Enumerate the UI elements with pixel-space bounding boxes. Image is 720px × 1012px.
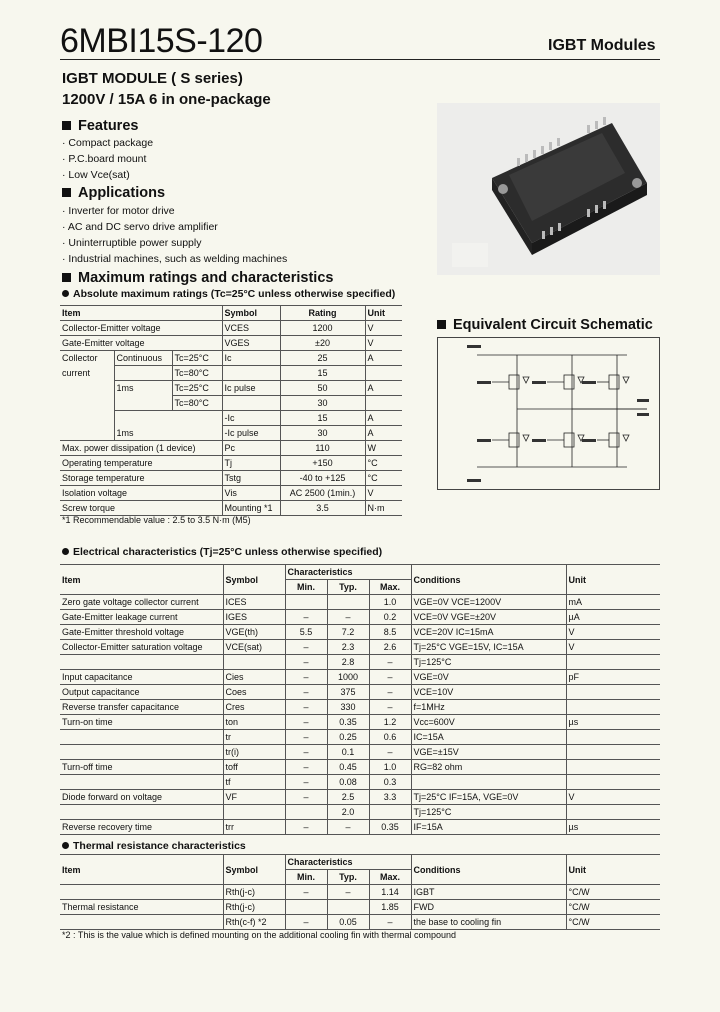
circuit-heading: [437, 317, 653, 333]
cell-min: [285, 900, 327, 915]
cell-item: [60, 915, 223, 930]
col-header-symbol: Symbol: [223, 855, 285, 885]
table-row: [60, 501, 402, 516]
table-row: [60, 700, 660, 715]
cell-max: 3.3: [369, 790, 411, 805]
cell-unit: °C: [365, 456, 402, 471]
round-bullet-icon: [62, 548, 69, 555]
col-header-max: Max.: [369, 580, 411, 595]
cell-min: –: [285, 715, 327, 730]
cell-unit: V: [566, 625, 660, 640]
cell-unit: V: [566, 640, 660, 655]
cell-symbol: [223, 805, 285, 820]
cell-min: –: [285, 670, 327, 685]
cell-item: Storage temperature: [62, 473, 145, 483]
col-header-conditions: Conditions: [411, 855, 566, 885]
round-bullet-icon: [62, 842, 69, 849]
col-header-max: Max.: [369, 870, 411, 885]
cell-rating: 30: [280, 396, 365, 411]
cell-symbol: Ic pulse: [222, 381, 280, 396]
cell-rating: 50: [280, 381, 365, 396]
square-bullet-icon: [62, 188, 71, 197]
cell-rating: AC 2500 (1min.): [280, 486, 365, 501]
cell-unit: °C: [365, 471, 402, 486]
product-subtitle: IGBT MODULE ( S series): [62, 70, 243, 87]
cell-subitem: [114, 366, 172, 381]
cell-unit: °C/W: [566, 900, 660, 915]
cell-symbol: ICES: [223, 595, 285, 610]
table-row: [60, 610, 660, 625]
cell-item: Collector: [62, 353, 98, 364]
cell-max: 0.6: [369, 730, 411, 745]
cell-typ: 0.25: [327, 730, 369, 745]
cell-item: [60, 396, 114, 411]
cell-symbol: VGES: [222, 336, 280, 351]
igbt-module-image: [437, 103, 660, 275]
application-item: · Industrial machines, such as welding machines: [62, 253, 288, 265]
table-row: [60, 915, 660, 930]
cell-item: [60, 730, 223, 745]
cell-item: [60, 381, 114, 396]
table-row: [60, 381, 402, 396]
cell-max: 1.2: [369, 715, 411, 730]
cell-unit: V: [365, 336, 402, 351]
cell-rating: 30: [280, 426, 365, 441]
cell-typ: [327, 900, 369, 915]
cell-max: –: [369, 700, 411, 715]
cell-unit: °C/W: [566, 915, 660, 930]
cell-min: –: [285, 745, 327, 760]
cell-typ: [327, 595, 369, 610]
cell-item: Turn-off time: [62, 762, 113, 772]
cell-max: 8.5: [369, 625, 411, 640]
cell-min: –: [285, 700, 327, 715]
cell-symbol: VCE(sat): [223, 640, 285, 655]
max-ratings-title: Maximum ratings and characteristics: [78, 270, 334, 286]
cell-symbol: Tj: [222, 456, 280, 471]
feature-item: · Compact package: [62, 137, 154, 149]
cell-symbol: ton: [223, 715, 285, 730]
cell-item: Turn-on time: [62, 717, 113, 727]
cell-item: Output capacitance: [62, 687, 140, 697]
product-category: IGBT Modules: [548, 37, 656, 54]
cell-symbol: Vis: [222, 486, 280, 501]
cell-item: Collector-Emitter saturation voltage: [62, 642, 203, 652]
cell-symbol: tr(i): [223, 745, 285, 760]
cell-max: [369, 805, 411, 820]
cell-typ: 375: [327, 685, 369, 700]
cell-item: current: [62, 368, 91, 378]
cell-symbol: Pc: [222, 441, 280, 456]
cell-unit: [566, 685, 660, 700]
cell-typ: –: [327, 820, 369, 835]
cell-condition: VGE=0V: [411, 670, 566, 685]
cell-rating: ±20: [280, 336, 365, 351]
cell-typ: 1000: [327, 670, 369, 685]
cell-item: [60, 885, 223, 900]
cell-condition: RG=82 ohm: [411, 760, 566, 775]
cell-max: –: [369, 915, 411, 930]
col-header-conditions: Conditions: [411, 565, 566, 595]
cell-symbol: IGES: [223, 610, 285, 625]
application-item: · AC and DC servo drive amplifier: [62, 221, 218, 233]
cell-symbol: -Ic pulse: [222, 426, 280, 441]
table-row: [60, 655, 660, 670]
cell-symbol: [223, 655, 285, 670]
electrical-title: Electrical characteristics (Tj=25°C unless otherwise specified): [73, 546, 383, 558]
abs-max-subheading: [62, 288, 395, 300]
part-number: 6MBI15S-120: [60, 22, 263, 60]
cell-rating: 3.5: [280, 501, 365, 516]
cell-max: 0.2: [369, 610, 411, 625]
cell-item: [60, 745, 223, 760]
cell-typ: –: [327, 885, 369, 900]
footnote-1: *1 Recommendable value : 2.5 to 3.5 N·m (M5): [62, 515, 251, 525]
col-header-characteristics: Characteristics: [285, 855, 411, 870]
table-row: [60, 745, 660, 760]
cell-condition: Tj=125°C: [411, 655, 566, 670]
cell-item: Gate-Emitter voltage: [62, 338, 145, 348]
cell-unit: µA: [566, 610, 660, 625]
cell-min: –: [285, 730, 327, 745]
table-row: [60, 321, 402, 336]
cell-min: –: [285, 640, 327, 655]
table-row: [60, 820, 660, 835]
table-row: [60, 760, 660, 775]
cell-unit: °C/W: [566, 885, 660, 900]
cell-subitem: 1ms: [114, 381, 172, 396]
cell-unit: [566, 775, 660, 790]
cell-item: Input capacitance: [62, 672, 133, 682]
cell-unit: [566, 655, 660, 670]
table-row: [60, 336, 402, 351]
cell-item: Operating temperature: [62, 458, 153, 468]
square-bullet-icon: [62, 273, 71, 282]
cell-max: 1.0: [369, 595, 411, 610]
cell-symbol: Ic: [222, 351, 280, 366]
cell-symbol: tr: [223, 730, 285, 745]
cell-rating: 15: [280, 366, 365, 381]
cell-min: 5.5: [285, 625, 327, 640]
table-row: [60, 625, 660, 640]
table-row: [60, 595, 660, 610]
application-item: · Inverter for motor drive: [62, 205, 175, 217]
cell-item: [60, 411, 114, 426]
table-header-row: [60, 565, 660, 580]
table-row: [60, 885, 660, 900]
cell-item: [60, 805, 223, 820]
feature-item: · Low Vce(sat): [62, 169, 130, 181]
cell-condition: the base to cooling fin: [411, 915, 566, 930]
cell-condition: Tc=25°C: [172, 381, 222, 396]
table-row: [60, 351, 402, 366]
cell-symbol: toff: [223, 760, 285, 775]
max-ratings-table: [60, 305, 402, 516]
cell-rating: -40 to +125: [280, 471, 365, 486]
cell-item: [60, 775, 223, 790]
table-row: [60, 670, 660, 685]
cell-condition: Tj=25°C IF=15A, VGE=0V: [411, 790, 566, 805]
table-row: [60, 730, 660, 745]
cell-min: –: [285, 610, 327, 625]
cell-max: –: [369, 745, 411, 760]
cell-typ: 0.45: [327, 760, 369, 775]
features-heading: [62, 118, 138, 134]
thermal-title: Thermal resistance characteristics: [73, 840, 246, 852]
cell-typ: 0.08: [327, 775, 369, 790]
table-row: [60, 471, 402, 486]
cell-symbol: Cres: [223, 700, 285, 715]
cell-item: Isolation voltage: [62, 488, 128, 498]
cell-item: Screw torque: [62, 503, 116, 513]
cell-min: –: [285, 915, 327, 930]
cell-min: –: [285, 655, 327, 670]
cell-item: Thermal resistance: [62, 902, 139, 912]
cell-condition: IGBT: [411, 885, 566, 900]
feature-item: · P.C.board mount: [62, 153, 147, 165]
applications-title: Applications: [78, 185, 166, 201]
cell-typ: 0.05: [327, 915, 369, 930]
cell-condition: VGE=±15V: [411, 745, 566, 760]
cell-item: Zero gate voltage collector current: [62, 597, 199, 607]
cell-min: [285, 595, 327, 610]
cell-rating: 15: [280, 411, 365, 426]
cell-symbol: Rth(c-f) *2: [223, 915, 285, 930]
cell-min: [285, 805, 327, 820]
cell-typ: 2.0: [327, 805, 369, 820]
equivalent-circuit-schematic: [437, 337, 660, 490]
table-row: [60, 426, 402, 441]
cell-item: Collector-Emitter voltage: [62, 323, 161, 333]
table-row: [60, 805, 660, 820]
cell-symbol: Coes: [223, 685, 285, 700]
cell-symbol: Rth(j-c): [223, 900, 285, 915]
cell-symbol: [222, 366, 280, 381]
table-row: [60, 366, 402, 381]
circuit-title: Equivalent Circuit Schematic: [453, 317, 653, 333]
cell-unit: V: [365, 486, 402, 501]
cell-min: –: [285, 790, 327, 805]
cell-condition: VCE=0V VGE=±20V: [411, 610, 566, 625]
cell-item: Gate-Emitter leakage current: [62, 612, 178, 622]
product-rating-line: 1200V / 15A 6 in one-package: [62, 91, 271, 108]
cell-min: –: [285, 820, 327, 835]
cell-symbol: Rth(j-c): [223, 885, 285, 900]
cell-unit: [365, 396, 402, 411]
cell-unit: [365, 366, 402, 381]
cell-max: 1.14: [369, 885, 411, 900]
cell-condition: FWD: [411, 900, 566, 915]
cell-condition: f=1MHz: [411, 700, 566, 715]
abs-max-subtitle: Absolute maximum ratings (Tc=25°C unless otherwise specified): [73, 288, 396, 300]
col-header-item: Item: [60, 855, 223, 885]
cell-unit: [566, 730, 660, 745]
cell-symbol: -Ic: [222, 411, 280, 426]
square-bullet-icon: [62, 121, 71, 130]
cell-item: [60, 426, 114, 441]
footnote-2: *2 : This is the value which is defined mounting on the additional cooling fin with thermal compound: [62, 930, 457, 940]
circuit-diagram: [437, 337, 660, 490]
cell-symbol: VGE(th): [223, 625, 285, 640]
cell-subitem: [114, 396, 172, 411]
cell-symbol: Tstg: [222, 471, 280, 486]
cell-max: 0.3: [369, 775, 411, 790]
cell-typ: 0.1: [327, 745, 369, 760]
cell-unit: [566, 745, 660, 760]
col-header-symbol: Symbol: [223, 565, 285, 595]
cell-typ: 330: [327, 700, 369, 715]
table-header-row: [60, 306, 402, 321]
cell-unit: A: [365, 381, 402, 396]
cell-min: –: [285, 885, 327, 900]
cell-unit: A: [365, 351, 402, 366]
cell-rating: 110: [280, 441, 365, 456]
cell-max: –: [369, 670, 411, 685]
cell-typ: 7.2: [327, 625, 369, 640]
cell-unit: mA: [566, 595, 660, 610]
cell-unit: µs: [566, 820, 660, 835]
cell-symbol: tf: [223, 775, 285, 790]
header-divider: [60, 59, 660, 60]
cell-min: –: [285, 760, 327, 775]
cell-unit: N·m: [365, 501, 402, 516]
cell-condition: Tc=80°C: [172, 366, 222, 381]
col-header-characteristics: Characteristics: [285, 565, 411, 580]
thermal-table: [60, 854, 660, 930]
cell-condition: [411, 775, 566, 790]
cell-condition: VCE=10V: [411, 685, 566, 700]
cell-symbol: [222, 396, 280, 411]
cell-condition: Tj=125°C: [411, 805, 566, 820]
table-row: [60, 685, 660, 700]
col-header-typ: Typ.: [327, 870, 369, 885]
product-photo: [437, 103, 660, 275]
cell-unit: W: [365, 441, 402, 456]
table-row: [60, 790, 660, 805]
round-bullet-icon: [62, 290, 69, 297]
table-row: [60, 411, 402, 426]
cell-condition: VCE=20V IC=15mA: [411, 625, 566, 640]
col-header-unit: Unit: [566, 565, 660, 595]
cell-rating: +150: [280, 456, 365, 471]
cell-typ: 2.3: [327, 640, 369, 655]
table-row: [60, 441, 402, 456]
cell-typ: 2.5: [327, 790, 369, 805]
cell-subitem: [114, 411, 222, 426]
table-row: [60, 396, 402, 411]
cell-max: 1.0: [369, 760, 411, 775]
cell-item: [60, 655, 223, 670]
cell-unit: pF: [566, 670, 660, 685]
cell-typ: 0.35: [327, 715, 369, 730]
cell-min: –: [285, 775, 327, 790]
cell-item: Diode forward on voltage: [62, 792, 163, 802]
table-row: [60, 775, 660, 790]
cell-max: 2.6: [369, 640, 411, 655]
table-row: [60, 486, 402, 501]
cell-unit: V: [365, 321, 402, 336]
electrical-heading: [62, 546, 382, 558]
cell-item: Reverse recovery time: [62, 822, 153, 832]
col-header-unit: Unit: [365, 306, 402, 321]
table-header-row: [60, 855, 660, 870]
cell-condition: IF=15A: [411, 820, 566, 835]
col-header-symbol: Symbol: [222, 306, 280, 321]
col-header-min: Min.: [285, 580, 327, 595]
cell-symbol: trr: [223, 820, 285, 835]
col-header-rating: Rating: [280, 306, 365, 321]
cell-typ: –: [327, 610, 369, 625]
table-row: [60, 456, 402, 471]
cell-typ: 2.8: [327, 655, 369, 670]
cell-unit: A: [365, 411, 402, 426]
cell-symbol: VCES: [222, 321, 280, 336]
cell-item: Max. power dissipation (1 device): [62, 443, 196, 453]
cell-symbol: Mounting *1: [222, 501, 280, 516]
cell-item: Reverse transfer capacitance: [62, 702, 180, 712]
cell-subitem: Continuous: [114, 351, 172, 366]
cell-subitem: 1ms: [114, 426, 222, 441]
cell-unit: [566, 700, 660, 715]
cell-min: –: [285, 685, 327, 700]
cell-rating: 1200: [280, 321, 365, 336]
features-title: Features: [78, 118, 139, 134]
cell-unit: [566, 760, 660, 775]
cell-max: –: [369, 655, 411, 670]
cell-max: –: [369, 685, 411, 700]
electrical-table: [60, 564, 660, 835]
table-row: [60, 640, 660, 655]
cell-condition: VGE=0V VCE=1200V: [411, 595, 566, 610]
cell-rating: 25: [280, 351, 365, 366]
cell-symbol: VF: [223, 790, 285, 805]
cell-unit: µs: [566, 715, 660, 730]
col-header-item: Item: [62, 308, 81, 318]
table-row: [60, 715, 660, 730]
cell-unit: A: [365, 426, 402, 441]
col-header-item: Item: [60, 565, 223, 595]
col-header-unit: Unit: [566, 855, 660, 885]
square-bullet-icon: [437, 320, 446, 329]
cell-condition: Tj=25°C VGE=15V, IC=15A: [411, 640, 566, 655]
cell-condition: Vcc=600V: [411, 715, 566, 730]
table-row: [60, 900, 660, 915]
col-header-typ: Typ.: [327, 580, 369, 595]
application-item: · Uninterruptible power supply: [62, 237, 202, 249]
cell-symbol: Cies: [223, 670, 285, 685]
cell-condition: Tc=25°C: [172, 351, 222, 366]
col-header-min: Min.: [285, 870, 327, 885]
cell-max: 0.35: [369, 820, 411, 835]
cell-unit: V: [566, 790, 660, 805]
cell-unit: [566, 805, 660, 820]
cell-item: Gate-Emitter threshold voltage: [62, 627, 185, 637]
cell-max: 1.85: [369, 900, 411, 915]
thermal-heading: [62, 840, 246, 852]
cell-condition: IC=15A: [411, 730, 566, 745]
cell-condition: Tc=80°C: [172, 396, 222, 411]
max-ratings-heading: [62, 270, 333, 286]
applications-heading: [62, 185, 165, 201]
